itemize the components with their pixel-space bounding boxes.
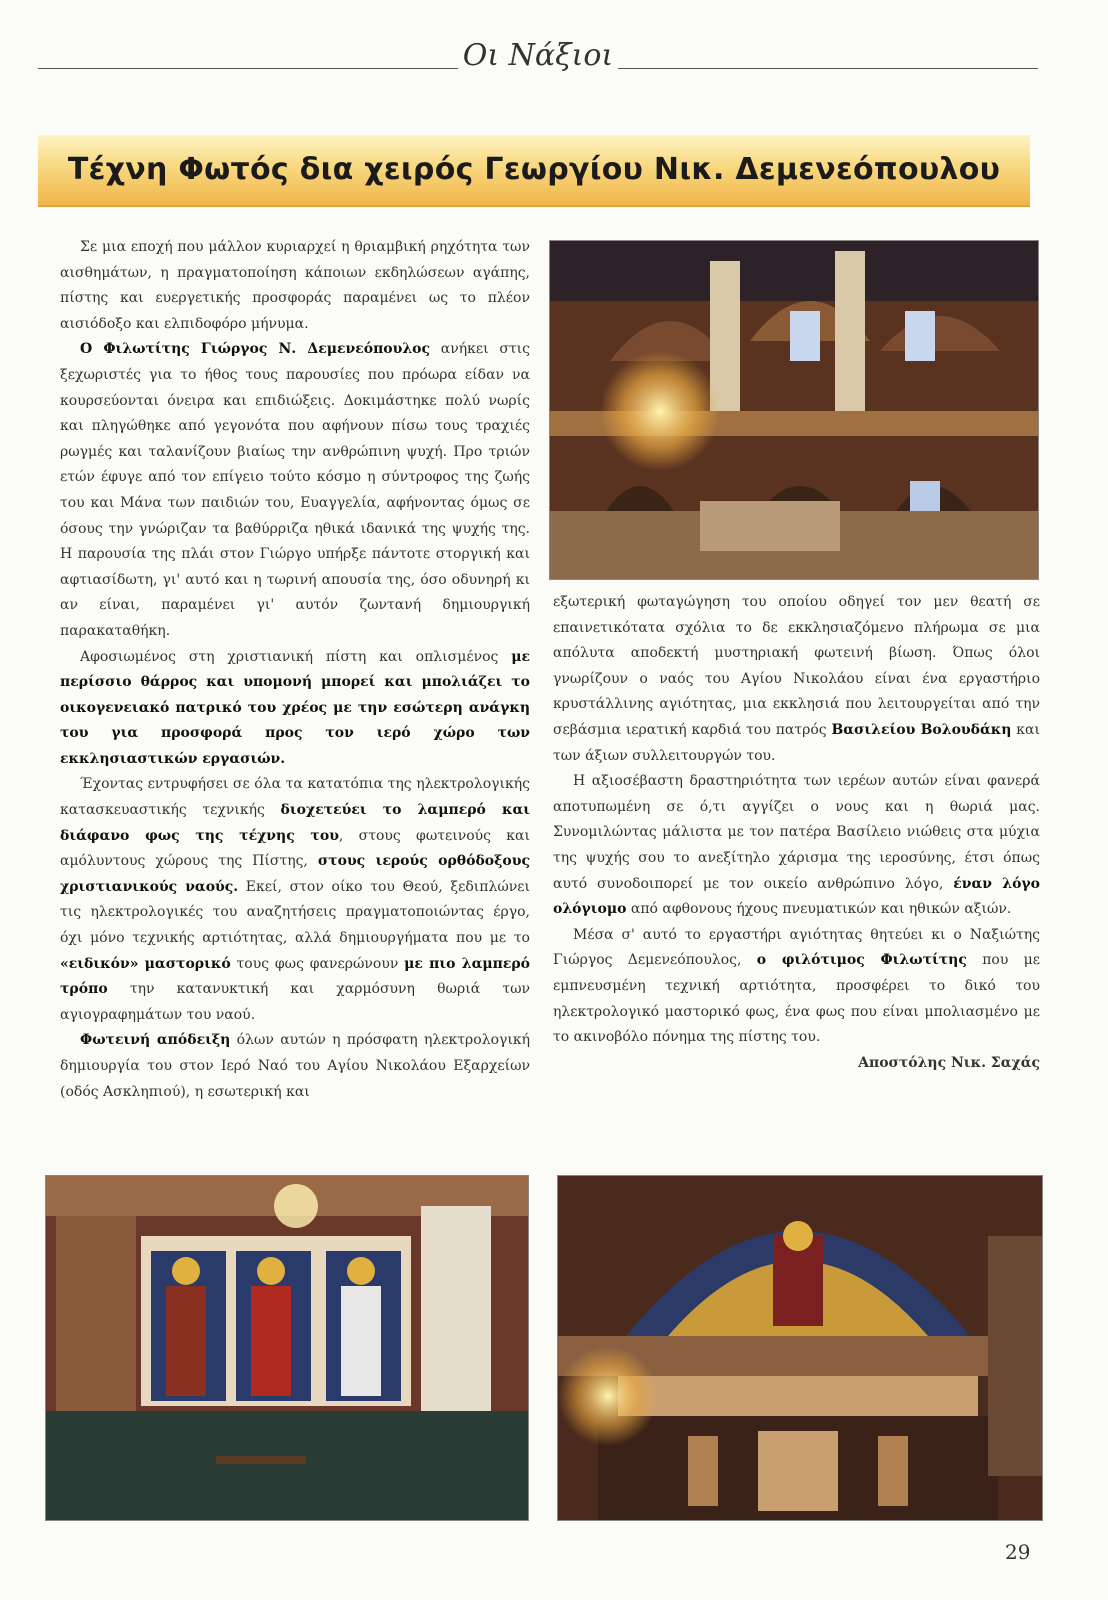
emphasis: Ο Φιλωτίτης Γιώργος Ν. Δεμενεόπουλος	[80, 341, 431, 358]
paragraph: Σε μια εποχή που μάλλον κυριαρχεί η θριαμβική ρηχότητα των αισθημάτων, η πραγματοποίηση κάποιων εκδηλώσεων αγάπης, πίστης και ευεργετικής προσφοράς παραμένει ως το πλέον αισιόδοξο και ελπιδοφόρο μήνυμα.	[60, 239, 530, 332]
header-rule-left	[38, 68, 458, 69]
header-rule-right	[618, 68, 1038, 69]
apse-photo	[557, 1175, 1043, 1521]
title-banner	[38, 135, 1030, 207]
paragraph: Αφοσιωμένος στη χριστιανική πίστη και οπλισμένος με περίσσιο θάρρος και υπομονή μπορεί και μπολιάζει το οικογενειακό πατρικό του χρέος με την εσώτερη ανάγκη του για προσφορά προς τον ιερό χώρο των εκκλησιαστικών εργασιών.	[60, 648, 530, 767]
emphasis: στους ιερούς ορθόδοξους χριστιανικούς ναούς.	[60, 853, 531, 895]
apse-image	[558, 1176, 1042, 1520]
church-interior-image	[550, 241, 1038, 579]
paragraph: Φωτεινή απόδειξη όλων αυτών η πρόσφατη ηλεκτρολογική δημιουργία του στον Ιερό Ναό του Αγίου Νικολάου Εξαρχείων (οδός Ασκληπιού), η εσωτερική και	[60, 1032, 530, 1100]
emphasis: ο φιλότιμος Φιλωτίτης	[756, 952, 967, 969]
page-header	[38, 28, 1038, 78]
church-interior-photo	[549, 240, 1039, 580]
emphasis: Βασιλείου Βολουδάκη	[831, 721, 1012, 738]
emphasis: έναν λόγο ολόγιομο	[553, 875, 1041, 918]
text-column-right	[553, 590, 1040, 1155]
icons-image	[46, 1176, 528, 1520]
emphasis: με περίσσιο θάρρος και υπομονή μπορεί και μπολιάζει το οικογενειακό πατρικό του χρέος με την εσώτερη ανάγκη του για προσφορά προς τον ιερό χώρο των εκκλησιαστικών εργασιών.	[60, 648, 530, 767]
author-signature: Αποστόλης Νικ. Σαχάς	[858, 1054, 1040, 1071]
text-column-left	[60, 235, 530, 1155]
article-title: Τέχνη Φωτός δια χειρός Γεωργίου Νικ. Δεμενεόπουλου	[67, 152, 1001, 187]
paragraph: Έχοντας εντρυφήσει σε όλα τα κατατόπια της ηλεκτρολογικής κατασκευαστικής τεχνικής διοχετεύει το λαμπερό και διάφανο φως της τέχνης του, στους φωτεινούς και αμόλυντους χώρους της Πίστης, στους ιερούς ορθόδοξους χριστιανικούς ναούς. Εκεί, στον οίκο του Θεού, ξεδιπλώνει τις ηλεκτρολογικές του αναζητήσεις πραγματοποιώντας έργο, όχι μόνο τεχνικής αρτιότητας, αλλά δημιουργήματα που με το «ειδικόν» μαστορικό τους φως φανερώνουν με πιο λαμπερό τρόπο την κατανυκτική και χαρμόσυνη θωριά των αγιογραφημάτων του ναού.	[60, 776, 531, 1023]
paragraph: Ο Φιλωτίτης Γιώργος Ν. Δεμενεόπουλος ανήκει στις ξεχωριστές για το ήθος τους παρουσίες που πρόωρα είδαν να κουρσεύονται όνειρα και επιδιώξεις. Δοκιμάστηκε πολύ νωρίς και πληγώθηκε από γεγονότα που αφήνουν πίσω τους τραχιές ρωγμές και ταλανίζουν βιαίως την ανθρώπινη ψυχή. Προ τριών ετών έφυγε από τον επίγειο τούτο κόσμο η σύντροφος της ζωής του και Μάνα των παιδιών του, Ευαγγελία, αφήνοντας όμως σε όσους την γνώριζαν τα βαθύρριζα ηθικά ιδανικά της ψυχής της. Η παρουσία της πλάι στον Γιώργο υπήρξε πάντοτε στοργική και αφτιασίδωτη, γι' αυτό και η τωρινή απουσία της, όσο οδυνηρή κι αν είναι, παραμένει γι' αυτόν ζωντανή δημιουργική παρακαταθήκη.	[60, 341, 530, 639]
emphasis: Φωτεινή απόδειξη	[80, 1032, 231, 1049]
iconostasis-photo	[45, 1175, 529, 1521]
paragraph: Μέσα σ' αυτό το εργαστήρι αγιότητας θητεύει κι ο Ναξιώτης Γιώργος Δεμενεόπουλος, ο φιλότιμος Φιλωτίτης που με εμπνευσμένη τεχνική αρτιότητα, προσφέρει το δικό του ηλεκτρολογικό μαστορικό φως, ένα φως που είναι μπολιασμένο με το ακινοβόλο πόνημα της πίστης του.	[553, 926, 1040, 1046]
page-number: 29	[1005, 1540, 1031, 1564]
paragraph: εξωτερική φωταγώγηση του οποίου οδηγεί τον μεν θεατή σε επαινετικότατα σχόλια το δε εκκλησιαζόμενο πλήρωμα σε μια απόλυτα αποδεκτή μυστηριακή φωτεινή βίωση. Όπως όλοι γνωρίζουν ο ναός του Αγίου Νικολάου είναι ένα εργαστήριο κρυστάλλινης αγιότητας, μια εκκλησιά που λειτουργείται από την σεβάσμια ιερατική καρδιά του πατρός Βασιλείου Βολουδάκη και των άξιων συλλειτουργών του.	[553, 594, 1040, 764]
emphasis: με πιο λαμπερό τρόπο	[60, 955, 531, 998]
emphasis: «ειδικόν» μαστορικό	[60, 955, 231, 972]
paragraph: Η αξιοσέβαστη δραστηριότητα των ιερέων αυτών είναι φανερά αποτυπωμένη σε ό,τι αγγίζει ο νους και η θωριά μας. Συνομιλώντας μάλιστα με τον πατέρα Βασίλειο νιώθεις στα μύχια της ψυχής σου το ανεξίτηλο χάρισμα της ιεροσύνης, έτσι όπως αυτό συνοδοιπορεί με τον οικείο ανθρώπινο λόγο, έναν λόγο ολόγιομο από αφθονους ήχους πνευματικών και ηθικών αξιών.	[553, 773, 1041, 918]
emphasis: διοχετεύει το λαμπερό και διάφανο φως της τέχνης του	[60, 802, 530, 844]
magazine-title: Οι Νάξιοι	[462, 38, 614, 73]
